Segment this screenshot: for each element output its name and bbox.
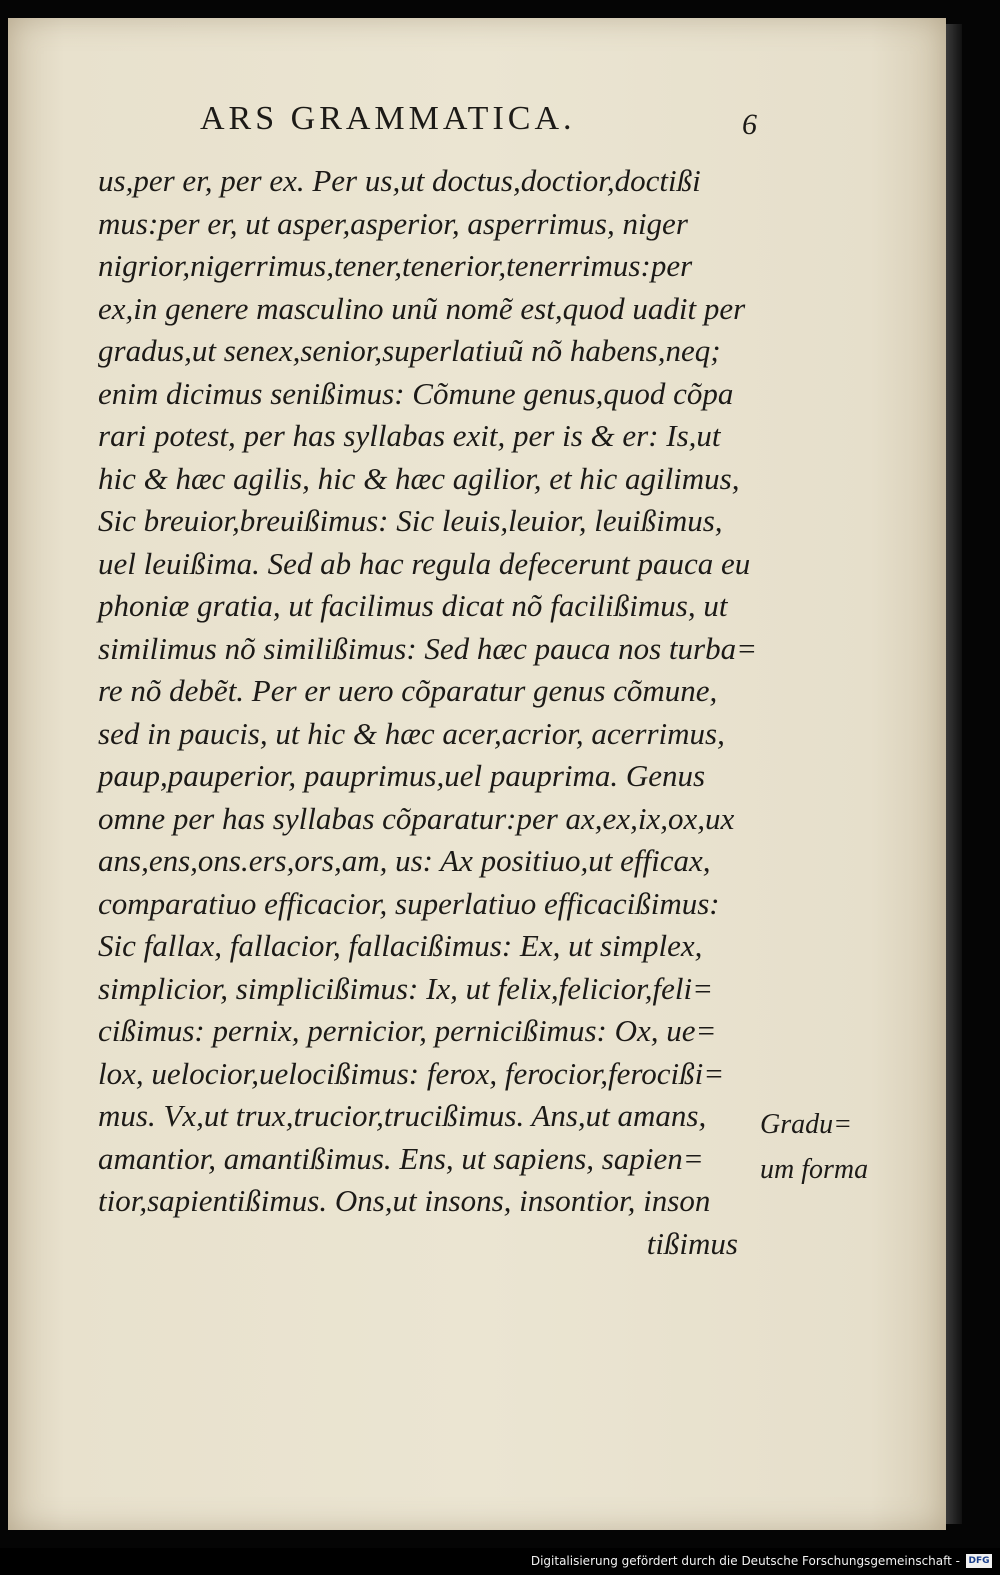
text-line: enim dicimus senißimus: Cõmune genus,quod cõpa (98, 375, 734, 411)
text-line: comparatiuo efficacior, superlatiuo efficacißimus: (98, 885, 720, 921)
text-line: ex,in genere masculino unũ nomẽ est,quod uadit per (98, 290, 746, 326)
text-line: cißimus: pernix, pernicior, pernicißimus: Ox, ue= (98, 1013, 717, 1048)
text-line: gradus,ut senex,senior,superlatiuũ nõ habens,neq; (98, 333, 721, 368)
margin-note-line: um forma (760, 1154, 869, 1185)
page-number: 6 (742, 108, 757, 141)
text-line: us,per er, per ex. Per us,ut doctus,doctior,doctißi (98, 163, 701, 198)
text-line: Sic breuior,breuißimus: Sic leuis,leuior, leuißimus, (98, 503, 723, 538)
text-line: ans,ens,ons.ers,ors,am, us: Ax positiuo,ut efficax, (98, 843, 711, 878)
margin-note (760, 1102, 890, 1192)
text-line: lox, uelocior,uelocißimus: ferox, ferocior,ferocißi= (98, 1055, 725, 1091)
body-text (98, 160, 758, 1265)
text-line: re nõ debẽt. Per er uero cõparatur genus cõmune, (98, 673, 718, 708)
text-line: amantior, amantißimus. Ens, ut sapiens, sapien= (98, 1140, 704, 1176)
text-line: tior,sapientißimus. Ons,ut insons, insontior, inson (98, 1183, 711, 1218)
text-line: Sic fallax, fallacior, fallacißimus: Ex, ut simplex, (98, 928, 703, 963)
text-line: uel leuißima. Sed ab hac regula defecerunt pauca eu (98, 545, 751, 581)
text-line: hic & hæc agilis, hic & hæc agilior, et hic agilimus, (98, 460, 740, 496)
running-head: ARS GRAMMATICA. (200, 100, 576, 137)
page-edge (946, 24, 962, 1524)
catchword: tißimus (646, 1225, 738, 1261)
text-line: similimus nõ similißimus: Sed hæc pauca nos turba= (98, 630, 758, 666)
text-line: nigrior,nigerrimus,tener,tenerior,tenerrimus:per (98, 248, 693, 283)
text-line: paup,pauperior, pauprimus,uel pauprima. Genus (98, 758, 706, 793)
text-line: mus:per er, ut asper,asperior, asperrimus, niger (98, 205, 688, 241)
text-line: omne per has syllabas cõparatur:per ax,ex,ix,ox,ux (98, 800, 735, 836)
text-line: phoniæ gratia, ut facilimus dicat nõ facilißimus, ut (98, 588, 728, 623)
text-line: mus. Vx,ut trux,trucior,trucißimus. Ans,ut amans, (98, 1098, 707, 1133)
dfg-logo: DFG (966, 1554, 992, 1568)
margin-note-line: Gradu= (760, 1109, 853, 1140)
footer-bar (0, 1548, 1000, 1575)
text-line: sed in paucis, ut hic & hæc acer,acrior, acerrimus, (98, 715, 725, 751)
text-line: rari potest, per has syllabas exit, per is & er: Is,ut (98, 418, 721, 453)
funding-credit: Digitalisierung gefördert durch die Deutsche Forschungsgemeinschaft - (530, 1554, 960, 1568)
text-line: simplicior, simplicißimus: Ix, ut felix,felicior,feli= (98, 970, 714, 1006)
